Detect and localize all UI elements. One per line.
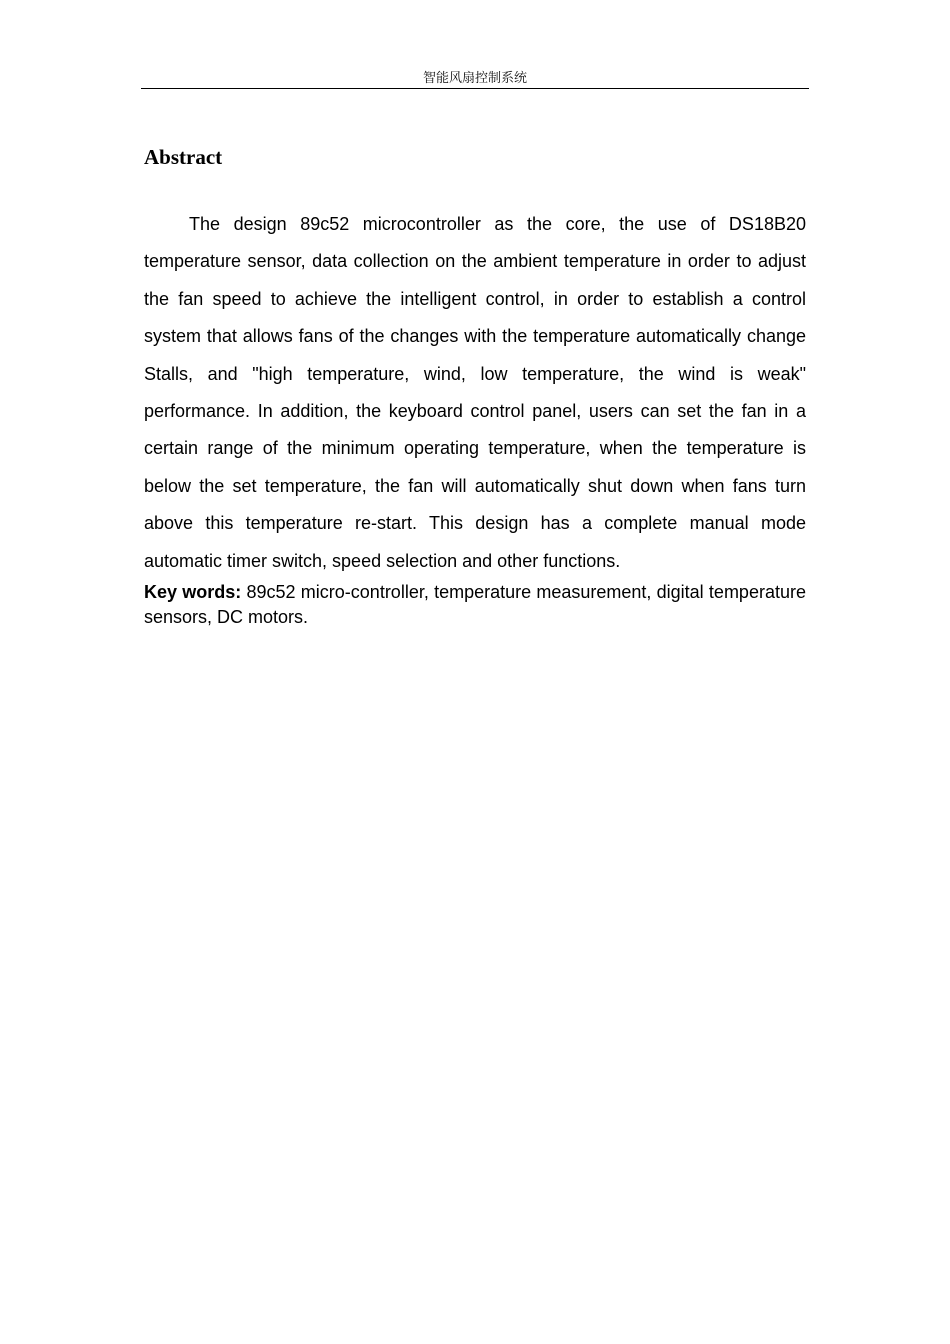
abstract-heading: Abstract (144, 145, 223, 169)
keywords-text: 89c52 micro-controller, temperature measurement, digital temperature sensors, DC motors. (144, 582, 806, 627)
running-header-title: 智能风扇控制系统 (422, 71, 527, 86)
keywords-label: Key words: (144, 582, 242, 602)
keywords-paragraph (144, 580, 806, 630)
header-rule (141, 88, 809, 89)
abstract-body: The design 89c52 microcontroller as the core, the use of DS18B20 temperature sensor, data collection on the ambient temperature in order to adjust the fan speed to achieve the intelligent control, in order to establish a control system that allows fans of the changes with the temperature automatically change Stalls, and "high temperature, wind, low temperature, the wind is weak" performance. In addition, the keyboard control panel, users can set the fan in a certain range of the minimum operating temperature, when the temperature is below the set temperature, the fan will automatically shut down when fans turn above this temperature re-start. This design has a complete manual mode automatic timer switch, speed selection and other functions. (144, 214, 806, 571)
